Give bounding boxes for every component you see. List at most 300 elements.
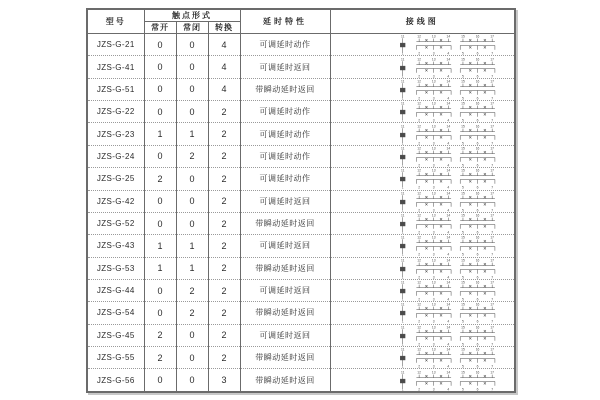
- normally-closed-count-cell: 0: [176, 34, 208, 56]
- svg-text:7: 7: [491, 386, 494, 391]
- svg-text:12: 12: [417, 34, 421, 39]
- svg-text:14: 14: [446, 302, 451, 307]
- svg-text:14: 14: [446, 101, 451, 106]
- svg-text:6: 6: [476, 185, 479, 190]
- svg-text:5: 5: [462, 230, 464, 235]
- svg-text:11: 11: [401, 258, 405, 263]
- svg-text:5: 5: [462, 364, 464, 369]
- svg-text:12: 12: [417, 280, 421, 285]
- svg-text:1: 1: [401, 185, 404, 190]
- svg-text:5: 5: [462, 252, 464, 257]
- table-row: [87, 302, 515, 324]
- svg-text:6: 6: [476, 386, 479, 391]
- delay-characteristic-cell: 可调延时动作: [240, 168, 330, 190]
- svg-text:3: 3: [432, 297, 435, 302]
- svg-text:6: 6: [476, 163, 479, 167]
- wiring-diagram-cell: [330, 235, 515, 257]
- svg-text:11: 11: [401, 280, 405, 285]
- svg-text:16: 16: [475, 325, 480, 330]
- changeover-count-cell: 2: [208, 235, 240, 257]
- svg-text:13: 13: [431, 57, 436, 62]
- svg-text:2: 2: [418, 319, 421, 324]
- model-cell: JZS-G-54: [87, 302, 144, 324]
- svg-text:13: 13: [431, 347, 436, 352]
- svg-text:14: 14: [446, 34, 451, 39]
- model-cell: JZS-G-52: [87, 212, 144, 234]
- svg-text:11: 11: [401, 370, 405, 375]
- svg-text:12: 12: [417, 258, 421, 263]
- wiring-diagram-cell: [330, 34, 515, 56]
- svg-text:13: 13: [431, 280, 436, 285]
- delay-characteristic-cell: 可调延时返回: [240, 279, 330, 301]
- delay-characteristic-cell: 带瞬动延时返回: [240, 347, 330, 369]
- normally-open-count-cell: 0: [144, 190, 176, 212]
- svg-text:17: 17: [490, 213, 495, 218]
- svg-text:16: 16: [475, 235, 480, 240]
- svg-text:4: 4: [447, 96, 450, 100]
- svg-text:4: 4: [447, 207, 450, 212]
- model-cell: JZS-G-25: [87, 168, 144, 190]
- normally-open-count-cell: 0: [144, 78, 176, 100]
- svg-text:11: 11: [401, 57, 405, 62]
- svg-text:2: 2: [418, 230, 421, 235]
- normally-closed-count-cell: 0: [176, 369, 208, 392]
- svg-text:15: 15: [461, 370, 465, 375]
- svg-text:16: 16: [475, 101, 480, 106]
- svg-text:7: 7: [491, 185, 494, 190]
- svg-text:14: 14: [446, 258, 451, 263]
- svg-text:17: 17: [490, 146, 495, 151]
- svg-text:3: 3: [432, 342, 435, 346]
- svg-text:17: 17: [490, 124, 495, 129]
- svg-text:2: 2: [418, 207, 421, 212]
- svg-text:12: 12: [417, 213, 421, 218]
- wiring-diagram-cell: [330, 190, 515, 212]
- svg-text:6: 6: [476, 364, 479, 369]
- svg-text:12: 12: [417, 57, 421, 62]
- normally-closed-count-cell: 0: [176, 190, 208, 212]
- svg-text:16: 16: [475, 168, 480, 173]
- model-cell: JZS-G-41: [87, 56, 144, 78]
- svg-text:17: 17: [490, 325, 495, 330]
- svg-text:1: 1: [401, 386, 404, 391]
- svg-text:2: 2: [418, 96, 421, 100]
- normally-closed-count-cell: 2: [176, 145, 208, 167]
- svg-text:7: 7: [491, 140, 494, 145]
- wiring-diagram-cell: [330, 168, 515, 190]
- wiring-diagram: [390, 168, 514, 189]
- svg-text:2: 2: [418, 386, 421, 391]
- svg-text:11: 11: [401, 34, 405, 39]
- svg-text:14: 14: [446, 79, 451, 84]
- table-row: [87, 369, 515, 392]
- svg-text:5: 5: [462, 118, 464, 123]
- wiring-diagram-cell: [330, 212, 515, 234]
- svg-text:17: 17: [490, 79, 495, 84]
- delay-characteristic-cell: 带瞬动延时返回: [240, 78, 330, 100]
- wiring-diagram: [390, 370, 514, 391]
- model-cell: JZS-G-42: [87, 190, 144, 212]
- svg-text:15: 15: [461, 235, 465, 240]
- normally-closed-count-cell: 0: [176, 347, 208, 369]
- delay-characteristic-cell: 可调延时返回: [240, 56, 330, 78]
- svg-text:3: 3: [432, 163, 435, 167]
- model-cell: JZS-G-53: [87, 257, 144, 279]
- model-cell: JZS-G-23: [87, 123, 144, 145]
- svg-text:13: 13: [431, 258, 436, 263]
- svg-text:3: 3: [432, 73, 435, 78]
- normally-open-count-cell: 2: [144, 324, 176, 346]
- normally-closed-count-cell: 0: [176, 101, 208, 123]
- table-row: [87, 56, 515, 78]
- svg-text:11: 11: [401, 79, 405, 84]
- model-cell: JZS-G-55: [87, 347, 144, 369]
- svg-text:6: 6: [476, 118, 479, 123]
- svg-text:11: 11: [401, 325, 405, 330]
- svg-text:4: 4: [447, 386, 450, 391]
- normally-open-count-cell: 0: [144, 145, 176, 167]
- svg-text:5: 5: [462, 319, 464, 324]
- changeover-count-cell: 2: [208, 279, 240, 301]
- svg-text:16: 16: [475, 302, 480, 307]
- svg-text:6: 6: [476, 73, 479, 78]
- normally-closed-count-cell: 0: [176, 168, 208, 190]
- svg-text:17: 17: [490, 101, 495, 106]
- table-row: [87, 145, 515, 167]
- svg-text:7: 7: [491, 230, 494, 235]
- svg-text:4: 4: [447, 252, 450, 257]
- svg-text:3: 3: [432, 364, 435, 369]
- wiring-diagram-cell: [330, 56, 515, 78]
- wiring-diagram-cell: [330, 145, 515, 167]
- svg-text:5: 5: [462, 386, 464, 391]
- svg-text:15: 15: [461, 302, 465, 307]
- table-row: [87, 101, 515, 123]
- svg-text:12: 12: [417, 302, 421, 307]
- svg-text:4: 4: [447, 140, 450, 145]
- svg-text:13: 13: [431, 235, 436, 240]
- svg-text:7: 7: [491, 342, 494, 346]
- svg-text:17: 17: [490, 280, 495, 285]
- normally-open-count-cell: 2: [144, 168, 176, 190]
- svg-text:17: 17: [490, 168, 495, 173]
- svg-text:17: 17: [490, 258, 495, 263]
- normally-open-count-cell: 0: [144, 101, 176, 123]
- table-row: [87, 235, 515, 257]
- normally-open-count-cell: 0: [144, 212, 176, 234]
- svg-text:17: 17: [490, 191, 495, 196]
- svg-text:4: 4: [447, 275, 450, 279]
- svg-text:15: 15: [461, 79, 465, 84]
- delay-characteristic-cell: 带瞬动延时返回: [240, 212, 330, 234]
- svg-text:2: 2: [418, 342, 421, 346]
- wiring-diagram: [390, 34, 514, 55]
- svg-text:14: 14: [446, 235, 451, 240]
- svg-text:3: 3: [432, 230, 435, 235]
- svg-text:16: 16: [475, 370, 480, 375]
- wiring-diagram: [390, 302, 514, 323]
- svg-text:17: 17: [490, 370, 495, 375]
- svg-text:3: 3: [432, 185, 435, 190]
- changeover-count-cell: 2: [208, 347, 240, 369]
- table-row: [87, 168, 515, 190]
- svg-text:1: 1: [401, 96, 404, 100]
- delay-characteristic-cell: 可调延时返回: [240, 190, 330, 212]
- wiring-diagram: [390, 57, 514, 78]
- svg-text:17: 17: [490, 34, 495, 39]
- relay-spec-table: [86, 8, 516, 393]
- svg-text:12: 12: [417, 191, 421, 196]
- wiring-diagram: [390, 325, 514, 346]
- svg-text:5: 5: [462, 185, 464, 190]
- svg-text:4: 4: [447, 73, 450, 78]
- svg-text:15: 15: [461, 325, 465, 330]
- svg-text:13: 13: [431, 213, 436, 218]
- svg-text:5: 5: [462, 207, 464, 212]
- wiring-diagram: [390, 213, 514, 234]
- svg-text:7: 7: [491, 118, 494, 123]
- wiring-diagram-cell: [330, 369, 515, 392]
- model-cell: JZS-G-24: [87, 145, 144, 167]
- svg-text:13: 13: [431, 302, 436, 307]
- normally-closed-count-cell: 0: [176, 324, 208, 346]
- normally-open-count-cell: 0: [144, 34, 176, 56]
- header-wiring: 接线图: [330, 9, 515, 34]
- svg-text:4: 4: [447, 297, 450, 302]
- svg-text:12: 12: [417, 347, 421, 352]
- delay-characteristic-cell: 可调延时返回: [240, 324, 330, 346]
- svg-text:11: 11: [401, 101, 405, 106]
- svg-text:7: 7: [491, 297, 494, 302]
- svg-text:13: 13: [431, 370, 436, 375]
- changeover-count-cell: 2: [208, 324, 240, 346]
- svg-text:2: 2: [418, 297, 421, 302]
- svg-text:15: 15: [461, 57, 465, 62]
- svg-text:16: 16: [475, 57, 480, 62]
- svg-text:13: 13: [431, 191, 436, 196]
- wiring-diagram-cell: [330, 347, 515, 369]
- svg-text:14: 14: [446, 124, 451, 129]
- svg-text:16: 16: [475, 146, 480, 151]
- svg-text:3: 3: [432, 319, 435, 324]
- svg-text:1: 1: [401, 51, 404, 56]
- svg-text:14: 14: [446, 146, 451, 151]
- svg-text:1: 1: [401, 297, 404, 302]
- svg-text:12: 12: [417, 79, 421, 84]
- svg-text:15: 15: [461, 168, 465, 173]
- wiring-diagram: [390, 146, 514, 167]
- svg-text:11: 11: [401, 213, 405, 218]
- delay-characteristic-cell: 带瞬动延时返回: [240, 302, 330, 324]
- changeover-count-cell: 2: [208, 168, 240, 190]
- svg-text:7: 7: [491, 96, 494, 100]
- wiring-diagram-cell: [330, 78, 515, 100]
- svg-text:16: 16: [475, 191, 480, 196]
- svg-text:5: 5: [462, 140, 464, 145]
- wiring-diagram: [390, 101, 514, 122]
- svg-text:14: 14: [446, 213, 451, 218]
- svg-text:16: 16: [475, 79, 480, 84]
- svg-text:7: 7: [491, 275, 494, 279]
- wiring-diagram-cell: [330, 257, 515, 279]
- svg-text:17: 17: [490, 57, 495, 62]
- svg-text:15: 15: [461, 101, 465, 106]
- svg-text:13: 13: [431, 168, 436, 173]
- svg-text:11: 11: [401, 168, 405, 173]
- svg-text:2: 2: [418, 364, 421, 369]
- svg-text:3: 3: [432, 118, 435, 123]
- header-normally-open: 常开: [144, 22, 176, 34]
- table-row: [87, 78, 515, 100]
- model-cell: JZS-G-44: [87, 279, 144, 301]
- svg-text:16: 16: [475, 34, 480, 39]
- svg-text:7: 7: [491, 207, 494, 212]
- delay-characteristic-cell: 可调延时动作: [240, 34, 330, 56]
- svg-text:16: 16: [475, 258, 480, 263]
- svg-text:3: 3: [432, 140, 435, 145]
- svg-text:14: 14: [446, 370, 451, 375]
- svg-text:14: 14: [446, 280, 451, 285]
- normally-open-count-cell: 0: [144, 302, 176, 324]
- normally-open-count-cell: 2: [144, 347, 176, 369]
- svg-text:4: 4: [447, 319, 450, 324]
- model-cell: JZS-G-45: [87, 324, 144, 346]
- delay-characteristic-cell: 可调延时动作: [240, 123, 330, 145]
- svg-text:13: 13: [431, 34, 436, 39]
- header-normally-closed: 常闭: [176, 22, 208, 34]
- normally-open-count-cell: 0: [144, 369, 176, 392]
- svg-text:4: 4: [447, 185, 450, 190]
- svg-text:13: 13: [431, 146, 436, 151]
- delay-characteristic-cell: 可调延时动作: [240, 145, 330, 167]
- normally-closed-count-cell: 0: [176, 212, 208, 234]
- svg-text:7: 7: [491, 73, 494, 78]
- svg-text:5: 5: [462, 275, 464, 279]
- svg-text:11: 11: [401, 191, 405, 196]
- changeover-count-cell: 4: [208, 56, 240, 78]
- svg-text:15: 15: [461, 280, 465, 285]
- svg-text:15: 15: [461, 347, 465, 352]
- model-cell: JZS-G-51: [87, 78, 144, 100]
- wiring-diagram: [390, 235, 514, 256]
- wiring-diagram-cell: [330, 324, 515, 346]
- svg-text:1: 1: [401, 118, 404, 123]
- svg-text:12: 12: [417, 146, 421, 151]
- svg-text:4: 4: [447, 163, 450, 167]
- svg-text:1: 1: [401, 207, 404, 212]
- svg-text:1: 1: [401, 342, 404, 346]
- svg-text:1: 1: [401, 364, 404, 369]
- svg-text:12: 12: [417, 168, 421, 173]
- changeover-count-cell: 2: [208, 101, 240, 123]
- svg-text:12: 12: [417, 101, 421, 106]
- svg-text:6: 6: [476, 297, 479, 302]
- table-row: [87, 190, 515, 212]
- changeover-count-cell: 4: [208, 34, 240, 56]
- svg-text:14: 14: [446, 347, 451, 352]
- wiring-diagram-cell: [330, 302, 515, 324]
- svg-text:5: 5: [462, 163, 464, 167]
- svg-text:12: 12: [417, 235, 421, 240]
- svg-text:7: 7: [491, 252, 494, 257]
- svg-text:3: 3: [432, 96, 435, 100]
- svg-text:1: 1: [401, 163, 404, 167]
- wiring-diagram: [390, 258, 514, 279]
- table-row: [87, 34, 515, 56]
- table-body: [87, 34, 515, 393]
- changeover-count-cell: 2: [208, 123, 240, 145]
- changeover-count-cell: 2: [208, 257, 240, 279]
- changeover-count-cell: 2: [208, 145, 240, 167]
- svg-text:4: 4: [447, 118, 450, 123]
- svg-text:16: 16: [475, 124, 480, 129]
- svg-text:1: 1: [401, 275, 404, 279]
- normally-closed-count-cell: 0: [176, 56, 208, 78]
- delay-characteristic-cell: 可调延时返回: [240, 235, 330, 257]
- svg-text:13: 13: [431, 79, 436, 84]
- svg-text:2: 2: [418, 118, 421, 123]
- svg-text:15: 15: [461, 124, 465, 129]
- svg-text:17: 17: [490, 302, 495, 307]
- svg-text:6: 6: [476, 275, 479, 279]
- svg-text:1: 1: [401, 319, 404, 324]
- svg-text:4: 4: [447, 230, 450, 235]
- svg-text:12: 12: [417, 370, 421, 375]
- delay-characteristic-cell: 带瞬动延时返回: [240, 257, 330, 279]
- svg-text:6: 6: [476, 342, 479, 346]
- changeover-count-cell: 2: [208, 302, 240, 324]
- svg-text:6: 6: [476, 140, 479, 145]
- normally-open-count-cell: 0: [144, 56, 176, 78]
- svg-text:11: 11: [401, 235, 405, 240]
- normally-open-count-cell: 1: [144, 123, 176, 145]
- normally-closed-count-cell: 2: [176, 279, 208, 301]
- svg-text:3: 3: [432, 386, 435, 391]
- svg-text:13: 13: [431, 101, 436, 106]
- changeover-count-cell: 2: [208, 212, 240, 234]
- svg-text:2: 2: [418, 185, 421, 190]
- svg-text:5: 5: [462, 297, 464, 302]
- svg-text:7: 7: [491, 319, 494, 324]
- wiring-diagram: [390, 191, 514, 212]
- svg-text:3: 3: [432, 51, 435, 56]
- normally-closed-count-cell: 1: [176, 235, 208, 257]
- svg-text:11: 11: [401, 347, 405, 352]
- table-row: [87, 324, 515, 346]
- svg-text:6: 6: [476, 96, 479, 100]
- table-row: [87, 212, 515, 234]
- svg-text:15: 15: [461, 258, 465, 263]
- svg-text:14: 14: [446, 168, 451, 173]
- svg-text:14: 14: [446, 191, 451, 196]
- svg-text:2: 2: [418, 275, 421, 279]
- changeover-count-cell: 4: [208, 78, 240, 100]
- svg-text:6: 6: [476, 51, 479, 56]
- table-row: [87, 123, 515, 145]
- svg-text:1: 1: [401, 140, 404, 145]
- header-model: 型号: [87, 9, 144, 34]
- header-contact-form: 触点形式: [144, 9, 240, 22]
- header-delay: 延时特性: [240, 9, 330, 34]
- changeover-count-cell: 2: [208, 190, 240, 212]
- svg-text:13: 13: [431, 124, 436, 129]
- normally-closed-count-cell: 2: [176, 302, 208, 324]
- svg-text:4: 4: [447, 51, 450, 56]
- wiring-diagram-cell: [330, 279, 515, 301]
- svg-text:16: 16: [475, 347, 480, 352]
- svg-text:13: 13: [431, 325, 436, 330]
- svg-text:6: 6: [476, 252, 479, 257]
